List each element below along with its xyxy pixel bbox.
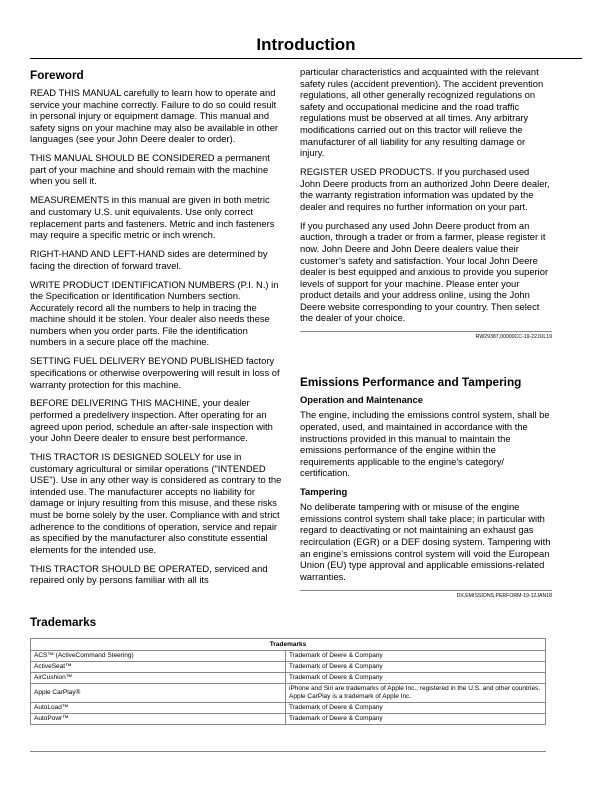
operation-paragraph: The engine, including the emissions control system, shall be operated, used, and maintained in accordance with the instructions provided in this manual to maintain the emissions performance of the engine within the requirements applicable to the engine's category/ certification. [300, 409, 550, 479]
table-row [31, 714, 546, 725]
foreword-paragraph: THIS TRACTOR SHOULD BE OPERATED, serviced and repaired only by persons familiar with all its [30, 562, 268, 586]
table-row [31, 673, 546, 684]
tampering-paragraph: No deliberate tampering with or misuse of the engine emissions control system shall take place; in particular with regard to deactivating or not maintaining an exhaust gas recirculation (EGR) or a DEF dosing system. Tampering with an engine’s emissions control system will void the European Union (EU) type approval and applicable emissions-related warranties. [300, 501, 551, 582]
reference-code: RW29387,00000CC-19-22JUL19 [300, 331, 552, 341]
operation-heading: Operation and Maintenance [300, 394, 423, 406]
table-row [31, 651, 546, 662]
trademarks-heading: Trademarks [30, 615, 97, 629]
table-row [31, 703, 546, 714]
foreword-paragraph: READ THIS MANUAL carefully to learn how to operate and service your machine correctly. Failure to do so could result in personal injury or equipment damage. This manual and safety signs on your machine may also be available in other languages (see your John Deere dealer to order). [30, 87, 279, 145]
trademark-owner: Trademark of Deere & Company [286, 673, 546, 684]
trademarks-table [30, 638, 546, 725]
foreword-paragraph: MEASUREMENTS in this manual are given in both metric and customary U.S. unit equivalents. Use only correct replacement parts and fasteners. Metric and inch fasteners may require a specific metric or inch wrench. [30, 194, 275, 241]
trademark-owner: iPhone and Siri are trademarks of Apple Inc., registered in the U.S. and other countries. Apple CarPlay is a trademark of Apple Inc. [286, 684, 546, 703]
trademark-name: ACS™ (ActiveCommand Steering) [31, 651, 286, 662]
trademark-name: ActiveSeat™ [31, 662, 286, 673]
register-paragraph: REGISTER USED PRODUCTS. If you purchased used John Deere products from an authorized John Deere dealer, the warranty registration information was updated by the dealer and requires no further information on your part. [300, 166, 550, 212]
trademark-owner: Trademark of Deere & Company [286, 662, 546, 673]
foreword-paragraph: particular characteristics and acquainted with the relevant safety rules (accident prevention). The accident prevention regulations, all other generally recognized regulations on safety and occupational medicine and the road traffic regulations must be observed at all times. Any arbitrary modifications carried out on this tractor will relieve the manufacturer of all liability for any resulting damage or injury. [300, 66, 544, 159]
trademark-name: AirCushion™ [31, 673, 286, 684]
emissions-heading: Emissions Performance and Tampering [300, 375, 522, 390]
right-column [300, 66, 552, 600]
table-row [31, 684, 546, 703]
trademark-owner: Trademark of Deere & Company [286, 651, 546, 662]
auction-paragraph: If you purchased any used John Deere product from an auction, through a trader or from a farmer, please register it now. John Deere and John Deere dealers value their customer’s safety and satisfaction. Your local John Deere dealer is best equipped and anxious to provide you superior levels of support for your machine. Please enter your product details and your address online, using the John Deere website corresponding to your country. Then select the dealer of your choice. [300, 219, 549, 324]
foreword-paragraph: THIS MANUAL SHOULD BE CONSIDERED a permanent part of your machine and should remain with the machine when you sell it. [30, 152, 270, 187]
trademark-name: AutoPowr™ [31, 714, 286, 725]
foreword-paragraph: WRITE PRODUCT IDENTIFICATION NUMBERS (P.I. N.) in the Specification or Identification Numbers section. Accurately record all the numbers to help in tracing the machine should it be stolen. Your dealer also needs these numbers when you order parts. File the identification numbers in a secure place off the machine. [30, 278, 279, 348]
foreword-paragraph: THIS TRACTOR IS DESIGNED SOLELY for use in customary agricultural or similar operations ("INTENDED USE"). Use in any other way is considered as contrary to the intended use. The manufacturer accepts no liability for damage or injury resulting from this misuse, and these risks must be borne solely by the user. Compliance with and strict adherence to the conditions of operation, service and repair as specified by the manufacturer also constitute essential elements for the intended use. [30, 451, 282, 555]
table-row [31, 662, 546, 673]
foreword-paragraph: SETTING FUEL DELIVERY BEYOND PUBLISHED factory specifications or otherwise overpowering will result in loss of warranty protection for this machine. [30, 355, 280, 390]
trademark-name: Apple CarPlay® [31, 684, 286, 703]
tampering-heading: Tampering [300, 486, 348, 498]
footer-divider [30, 751, 546, 752]
page-title: Introduction [256, 35, 356, 54]
foreword-heading: Foreword [30, 68, 84, 82]
trademark-owner: Trademark of Deere & Company [286, 703, 546, 714]
trademark-owner: Trademark of Deere & Company [286, 714, 546, 725]
trademarks-table-header: Trademarks [31, 639, 546, 651]
foreword-paragraph: RIGHT-HAND AND LEFT-HAND sides are determined by facing the direction of forward travel. [30, 248, 268, 271]
reference-code: DX,EMISSIONS,PERFORM-19-12JAN18 [300, 590, 552, 600]
foreword-paragraph: BEFORE DELIVERING THIS MACHINE, your dealer performed a predelivery inspection. After operating for an agreed upon period, schedule an after-sale inspection with your John Deere dealer to ensure best performance. [30, 397, 273, 444]
trademark-name: AutoLoad™ [31, 703, 286, 714]
left-column [30, 66, 282, 593]
title-divider [30, 58, 582, 59]
